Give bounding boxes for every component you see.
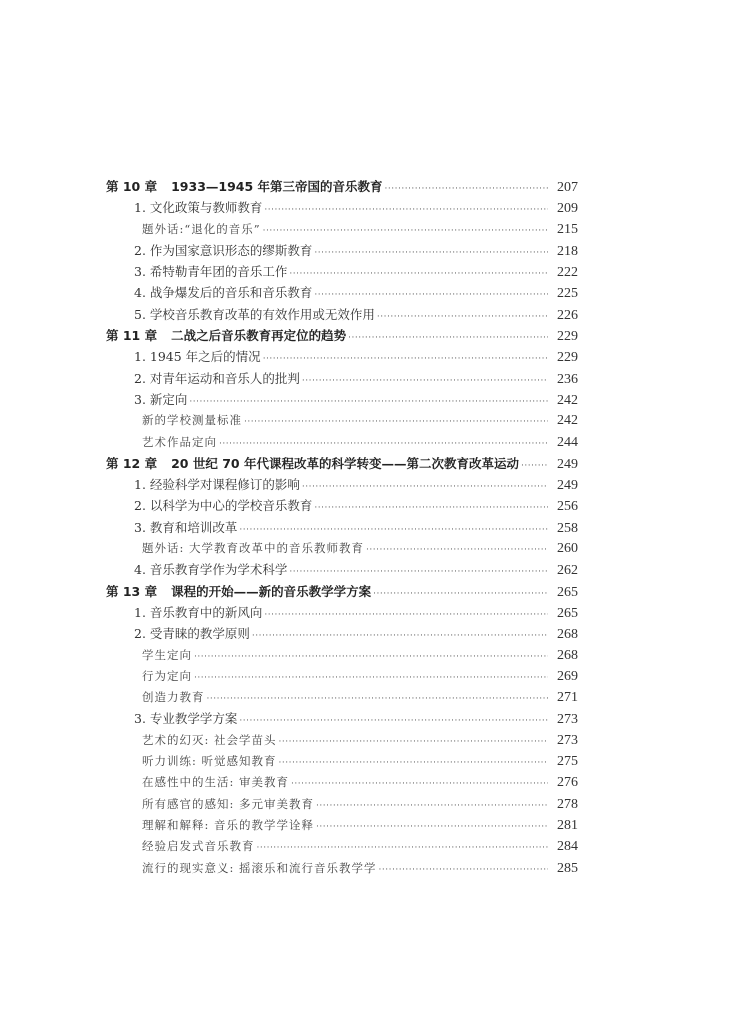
dot-leader — [373, 584, 548, 605]
chapter-number: 第 12 章 — [106, 455, 158, 471]
toc-subsection[interactable] — [106, 751, 578, 772]
toc-entry-title: 3. 教育和培训改革 — [134, 519, 238, 535]
chapter-title: 二战之后音乐教育再定位的趋势 — [171, 328, 347, 344]
page-number: 284 — [557, 839, 578, 855]
dot-leader — [219, 434, 548, 455]
page-number: 271 — [557, 690, 578, 706]
toc-entry-title — [106, 581, 371, 602]
page-number: 273 — [557, 732, 578, 748]
toc-entry-title: 4. 音乐教育学作为学术科学 — [134, 562, 288, 578]
chapter-title: 20 世纪 70 年代课程改革的科学转变——第二次教育改革运动 — [171, 455, 519, 471]
toc-entry-title: 题外话:“退化的音乐” — [142, 221, 261, 236]
page-number: 218 — [557, 243, 578, 259]
toc-section[interactable] — [106, 368, 578, 389]
page-number: 265 — [557, 584, 578, 600]
page-number: 249 — [557, 478, 578, 494]
toc-entry-title: 新的学校测量标准 — [142, 413, 242, 428]
toc-subsection[interactable] — [106, 410, 578, 431]
page-number: 273 — [557, 712, 578, 728]
page-number: 258 — [557, 520, 578, 536]
dot-leader — [263, 221, 548, 242]
dot-leader — [291, 774, 548, 795]
page-number: 269 — [557, 668, 578, 684]
toc-subsection[interactable] — [106, 772, 578, 793]
page-number: 207 — [557, 180, 578, 195]
toc-entry-title: 1. 经验科学对课程修订的影响 — [134, 477, 300, 493]
toc-section[interactable] — [106, 623, 578, 644]
toc-entry-title: 学生定向 — [142, 647, 192, 662]
toc-entry-title: 艺术的幻灭: 社会学苗头 — [142, 732, 277, 747]
page-number: 229 — [557, 350, 578, 366]
toc-section[interactable] — [106, 517, 578, 538]
toc-entry-title: 创造力教育 — [142, 690, 205, 705]
page-number: 225 — [557, 286, 578, 302]
toc-entry-title: 5. 学校音乐教育改革的有效作用或无效作用 — [134, 306, 375, 322]
page-number: 244 — [557, 434, 578, 450]
toc-subsection[interactable] — [106, 815, 578, 836]
dot-leader — [314, 498, 548, 519]
chapter-number: 第 11 章 — [106, 328, 158, 344]
toc-subsection[interactable] — [106, 666, 578, 687]
toc-subsection[interactable] — [106, 219, 578, 240]
page-number: 242 — [557, 413, 578, 429]
dot-leader — [316, 817, 548, 838]
toc-entry-title — [106, 453, 519, 474]
toc-subsection[interactable] — [106, 730, 578, 751]
dot-leader — [264, 605, 548, 626]
toc-entry-title: 1. 1945 年之后的情况 — [134, 349, 261, 365]
toc-entry-title: 艺术作品定向 — [142, 434, 217, 449]
dot-leader — [289, 264, 548, 285]
dot-leader — [279, 732, 548, 753]
dot-leader — [377, 307, 548, 328]
chapter-number: 第 10 章 — [106, 179, 158, 194]
page-number: 285 — [557, 860, 578, 876]
dot-leader — [194, 647, 548, 668]
toc-entry-title: 3. 新定向 — [134, 391, 188, 407]
dot-leader — [279, 753, 548, 774]
page-number: 249 — [557, 456, 578, 472]
toc-section[interactable] — [106, 346, 578, 367]
page-number: 226 — [557, 307, 578, 323]
dot-leader — [385, 179, 548, 200]
toc-chapter[interactable] — [106, 325, 578, 346]
toc-subsection[interactable] — [106, 858, 578, 879]
dot-leader — [348, 328, 548, 349]
page-number: 209 — [557, 201, 578, 217]
toc-subsection[interactable] — [106, 538, 578, 559]
toc-section[interactable] — [106, 389, 578, 410]
toc-entry-title: 2. 受青睐的教学原则 — [134, 626, 250, 642]
page-number: 265 — [557, 605, 578, 621]
toc-subsection[interactable] — [106, 432, 578, 453]
toc-entry-title: 3. 专业教学学方案 — [134, 711, 238, 727]
dot-leader — [239, 711, 548, 732]
chapter-title: 课程的开始——新的音乐教学学方案 — [171, 583, 372, 599]
toc-entry-title: 2. 以科学为中心的学校音乐教育 — [134, 498, 313, 514]
toc-entry-title: 所有感官的感知: 多元审美教育 — [142, 796, 315, 811]
page-number: 275 — [557, 754, 578, 770]
page-number: 268 — [557, 647, 578, 663]
toc-chapter[interactable] — [106, 581, 578, 602]
toc-entry-title: 1. 音乐教育中的新风向 — [134, 604, 263, 620]
chapter-number: 第 13 章 — [106, 583, 158, 599]
page-number: 256 — [557, 499, 578, 515]
table-of-contents — [106, 176, 578, 879]
dot-leader — [366, 540, 548, 561]
dot-leader — [264, 200, 548, 221]
page-number: 278 — [557, 796, 578, 812]
page-number: 268 — [557, 627, 578, 643]
dot-leader — [194, 668, 548, 689]
toc-subsection[interactable] — [106, 687, 578, 708]
page-number: 281 — [557, 817, 578, 833]
dot-leader — [189, 392, 548, 413]
toc-section[interactable] — [106, 282, 578, 303]
chapter-title: 1933—1945 年第三帝国的音乐教育 — [171, 179, 383, 194]
dot-leader — [244, 412, 548, 433]
page-number: 276 — [557, 775, 578, 791]
page-number: 236 — [557, 371, 578, 387]
dot-leader — [207, 689, 549, 710]
page-number: 215 — [557, 221, 578, 237]
toc-section[interactable] — [106, 261, 578, 282]
toc-entry-title: 听力训练: 听觉感知教育 — [142, 754, 277, 769]
toc-entry-title: 2. 对青年运动和音乐人的批判 — [134, 370, 300, 386]
toc-entry-title: 流行的现实意义: 摇滚乐和流行音乐教学学 — [142, 860, 377, 875]
toc-entry-title: 在感性中的生活: 审美教育 — [142, 775, 290, 790]
toc-entry-title: 4. 战争爆发后的音乐和音乐教育 — [134, 285, 313, 301]
page-number: 260 — [557, 541, 578, 557]
page-number: 222 — [557, 265, 578, 281]
dot-leader — [314, 243, 548, 264]
page-number: 229 — [557, 329, 578, 345]
toc-section[interactable] — [106, 197, 578, 218]
dot-leader — [521, 456, 548, 477]
toc-entry-title — [106, 325, 346, 346]
toc-entry-title: 理解和解释: 音乐的教学学诠释 — [142, 817, 315, 832]
toc-entry-title: 行为定向 — [142, 668, 192, 683]
toc-entry-title — [106, 176, 383, 197]
dot-leader — [252, 626, 548, 647]
toc-subsection[interactable] — [106, 836, 578, 857]
toc-entry-title: 题外话: 大学教育改革中的音乐教师教育 — [142, 541, 365, 556]
toc-section[interactable] — [106, 602, 578, 623]
dot-leader — [263, 349, 548, 370]
toc-entry-title: 1. 文化政策与教师教育 — [134, 200, 263, 216]
dot-leader — [257, 838, 549, 859]
toc-subsection[interactable] — [106, 645, 578, 666]
toc-section[interactable] — [106, 708, 578, 729]
toc-entry-title: 2. 作为国家意识形态的缪斯教育 — [134, 242, 313, 258]
toc-section[interactable] — [106, 304, 578, 325]
dot-leader — [302, 477, 548, 498]
toc-chapter[interactable] — [106, 176, 578, 197]
toc-section[interactable] — [106, 474, 578, 495]
toc-entry-title: 3. 希特勒青年团的音乐工作 — [134, 264, 288, 280]
toc-section[interactable] — [106, 559, 578, 580]
page-number: 242 — [557, 392, 578, 408]
page-number: 262 — [557, 563, 578, 579]
dot-leader — [379, 860, 548, 881]
dot-leader — [302, 371, 548, 392]
toc-entry-title: 经验启发式音乐教育 — [142, 839, 255, 854]
toc-chapter[interactable] — [106, 453, 578, 474]
toc-section[interactable] — [106, 240, 578, 261]
dot-leader — [316, 796, 548, 817]
toc-subsection[interactable] — [106, 794, 578, 815]
toc-section[interactable] — [106, 495, 578, 516]
